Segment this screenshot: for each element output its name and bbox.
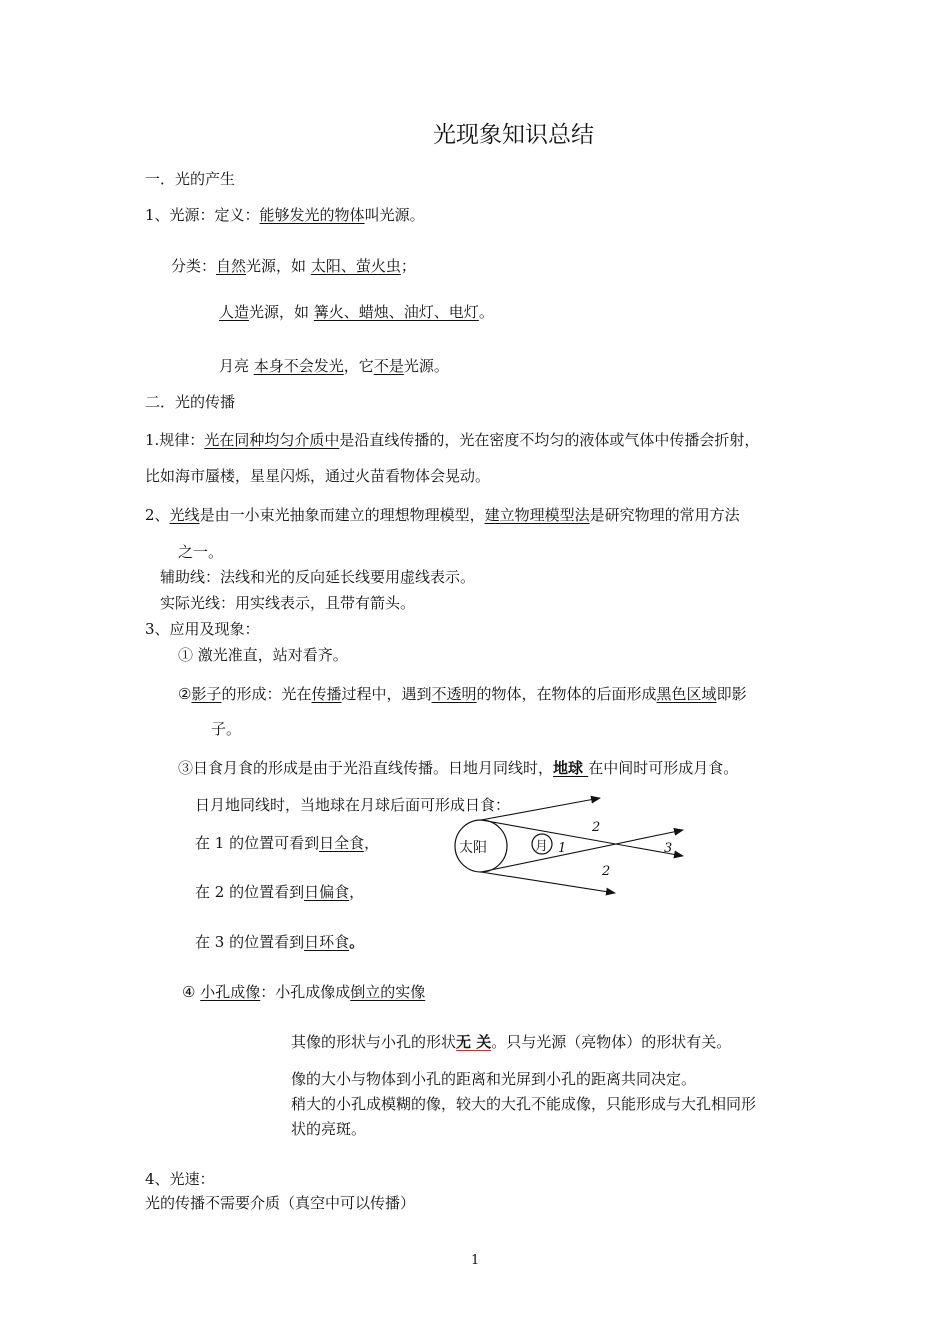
solar-eclipse-diagram <box>445 786 690 898</box>
pinhole-shape-note: 其像的形状与小孔的形状无 关。只与光源（亮物体）的形状有关。 <box>291 1033 732 1051</box>
classification-artificial: 人造光源，如 篝火、蜡烛、油灯、电灯。 <box>219 303 494 321</box>
position-2-upper-label: 2 <box>592 820 601 835</box>
application-laser: ① 激光准直，站对看齐。 <box>178 646 348 664</box>
propagation-law: 1.规律：光在同种均匀介质中是沿直线传播的，光在密度不均匀的液体或气体中传播会折射， <box>145 431 760 449</box>
light-ray-model-cont: 之一。 <box>178 543 224 561</box>
position-2-lower-label: 2 <box>602 864 611 879</box>
page-number: 1 <box>471 1253 480 1268</box>
light-speed-heading: 4、光速： <box>145 1170 215 1188</box>
moon-statement: 月亮 本身不会发光，它不是光源。 <box>219 357 449 375</box>
ray-upper-outer <box>481 798 600 820</box>
eclipse-position-3: 在 3 的位置看到日环食。 <box>195 933 365 951</box>
application-eclipse: ③日食月食的形成是由于光沿直线传播。日地月同线时，地球 在中间时可形成月食。 <box>178 759 739 777</box>
eclipse-position-1: 在 1 的位置可看到日全食， <box>195 834 380 852</box>
pinhole-large-hole-note: 稍大的小孔成模糊的像，较大的大孔不能成像，只能形成与大孔相同形 <box>291 1095 757 1113</box>
classification-natural: 分类：自然光源，如 太阳、萤火虫； <box>171 257 416 275</box>
sun-label: 太阳 <box>459 840 487 856</box>
position-1-label: 1 <box>558 841 567 856</box>
auxiliary-line-note: 辅助线：法线和光的反向延长线要用虚线表示。 <box>160 568 476 586</box>
ray-lower-outer <box>481 872 615 893</box>
eclipse-position-2: 在 2 的位置看到日偏食， <box>195 883 365 901</box>
light-ray-model: 2、光线是由一小束光抽象而建立的理想物理模型，建立物理模型法是研究物理的常用方法 <box>145 506 740 524</box>
pinhole-imaging: ④ 小孔成像：小孔成像成倒立的实像 <box>182 983 426 1001</box>
real-ray-note: 实际光线：用实线表示，且带有箭头。 <box>160 594 416 612</box>
pinhole-large-hole-note-cont: 状的亮斑。 <box>291 1120 367 1138</box>
position-3-label: 3 <box>664 841 673 856</box>
moon-label: 月 <box>535 839 549 854</box>
light-source-definition: 1、光源：定义：能够发光的物体叫光源。 <box>145 206 425 224</box>
applications-heading: 3、应用及现象： <box>145 620 260 638</box>
propagation-law-cont: 比如海市蜃楼，星星闪烁，通过火苗看物体会晃动。 <box>145 467 491 485</box>
application-shadow-cont: 子。 <box>211 720 242 738</box>
pinhole-size-note: 像的大小与物体到小孔的距离和光屏到小孔的距离共同决定。 <box>291 1070 697 1088</box>
section-heading-light-sources: 一．光的产生 <box>145 170 236 188</box>
application-shadow: ②影子的形成：光在传播过程中，遇到不透明的物体，在物体的后面形成黑色区域即影 <box>178 685 747 703</box>
section-heading-propagation: 二．光的传播 <box>145 393 236 411</box>
light-speed-note: 光的传播不需要介质（真空中可以传播） <box>145 1194 416 1212</box>
solar-eclipse-intro: 日月地同线时，当地球在月球后面可形成日食： <box>195 796 511 814</box>
page-title: 光现象知识总结 <box>433 122 594 148</box>
